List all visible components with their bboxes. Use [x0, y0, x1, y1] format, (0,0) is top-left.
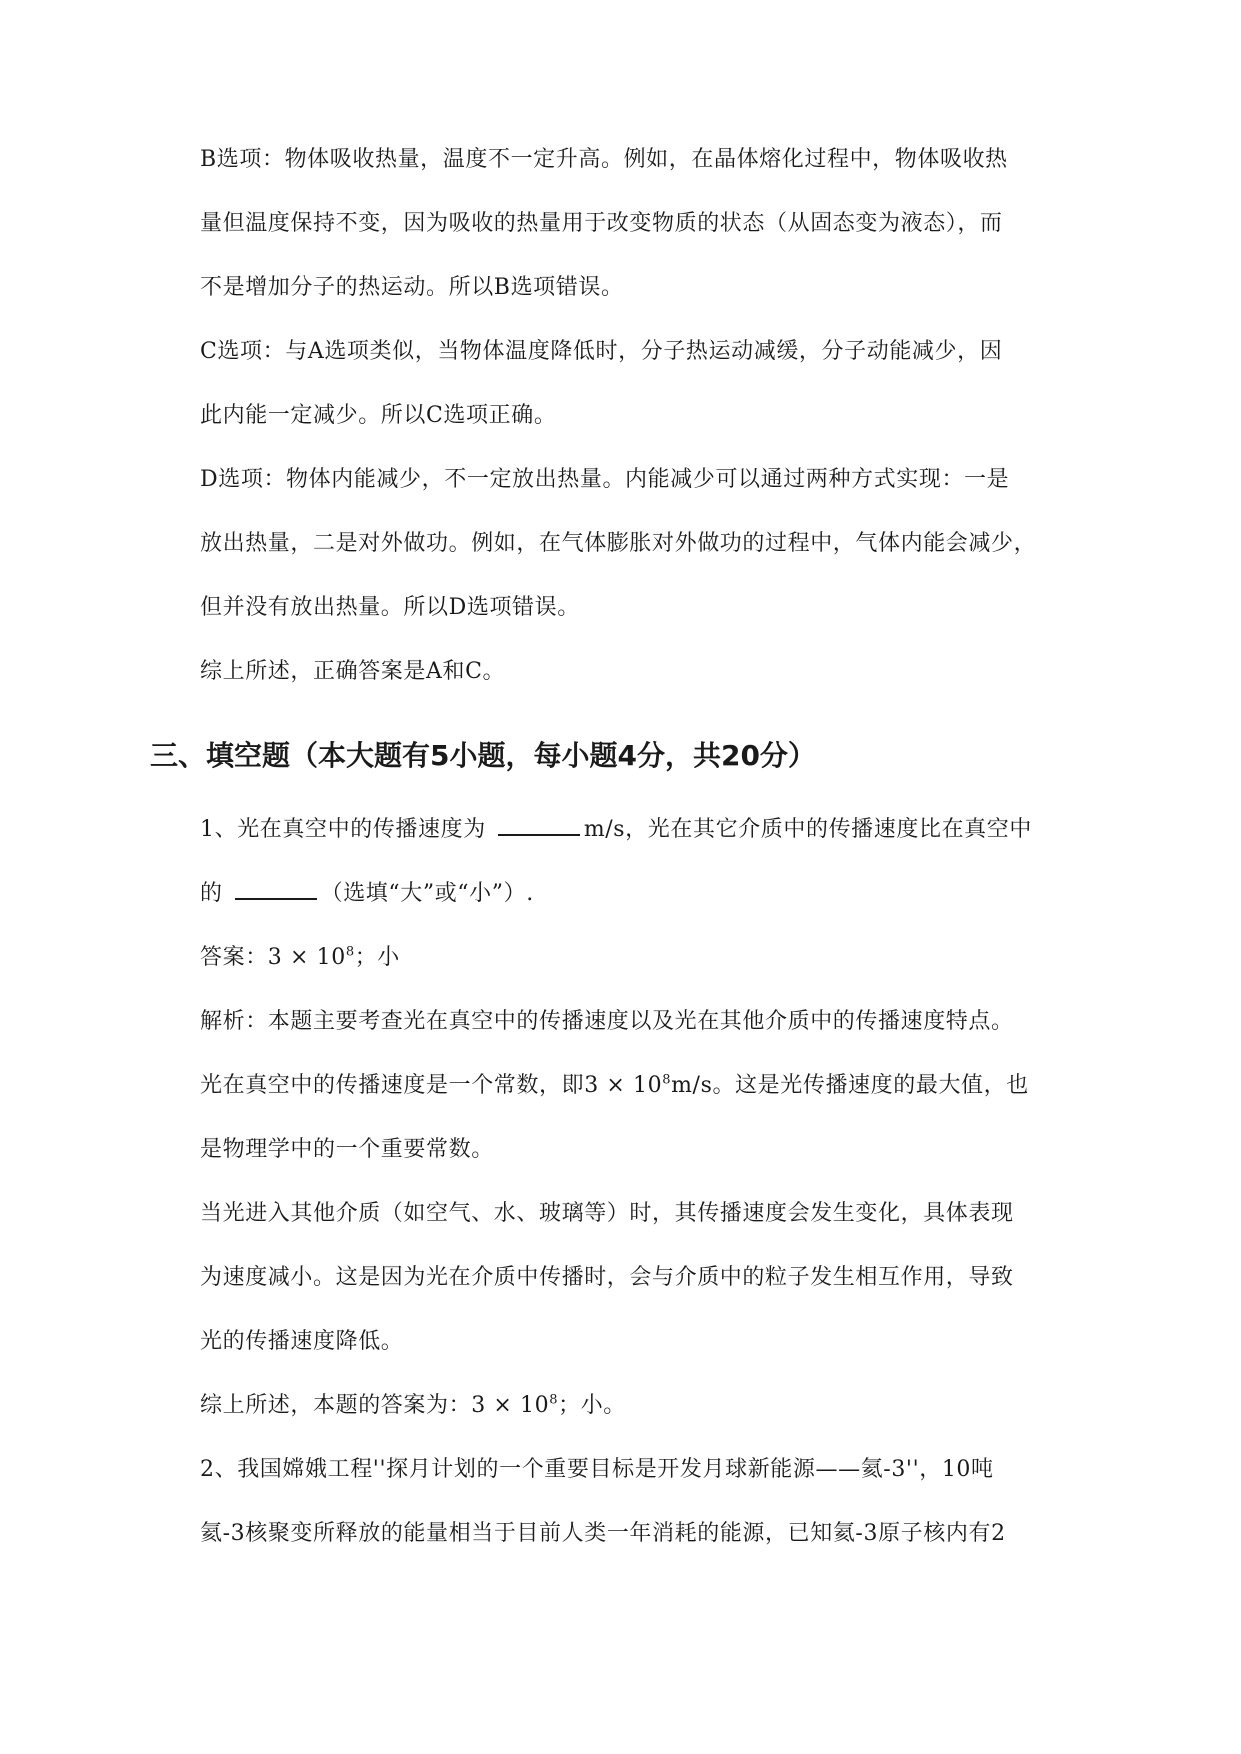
answer-text: 答案：3 × 10 — [200, 945, 346, 970]
text-line-c-option-2: 此内能一定减少。所以C选项正确。 — [200, 403, 557, 428]
text-line-c-option-1: C选项：与A选项类似，当物体温度降低时，分子热运动减缓，分子动能减少，因 — [200, 339, 1003, 364]
question-1-text-c: 的 — [200, 881, 223, 906]
summary-text-a: 综上所述，本题的答案为：3 × 10 — [200, 1393, 550, 1418]
analysis-line-5: 为速度减小。这是因为光在介质中传播时，会与介质中的粒子发生相互作用，导致 — [200, 1265, 1014, 1290]
analysis-text-b: m/s。这是光传播速度的最大值，也 — [671, 1073, 1029, 1098]
analysis-line-1: 解析：本题主要考查光在真空中的传播速度以及光在其他介质中的传播速度特点。 — [200, 1009, 1014, 1034]
text-line-d-option-2: 放出热量，二是对外做功。例如，在气体膨胀对外做功的过程中，气体内能会减少， — [200, 531, 1037, 556]
question-1-text-b: m/s，光在其它介质中的传播速度比在真空中 — [583, 817, 1032, 842]
text-line-b-option-2: 量但温度保持不变，因为吸收的热量用于改变物质的状态（从固态变为液态），而 — [200, 211, 1003, 236]
text-line-b-option-1: B选项：物体吸收热量，温度不一定升高。例如，在晶体熔化过程中，物体吸收热 — [200, 147, 1008, 172]
summary-exponent: 8 — [549, 1392, 559, 1408]
question-2-line-1: 2、我国嫦娥工程''探月计划的一个重要目标是开发月球新能源——氦-3''，10吨 — [200, 1457, 994, 1482]
text-line-b-option-3: 不是增加分子的热运动。所以B选项错误。 — [200, 275, 624, 300]
answer-exponent: 8 — [345, 944, 355, 960]
section-heading: 三、填空题（本大题有5小题，每小题4分，共20分） — [150, 739, 816, 772]
question-1-text-a: 1、光在真空中的传播速度为 — [200, 817, 486, 842]
summary-line — [200, 1388, 626, 1419]
analysis-line-6: 光的传播速度降低。 — [200, 1329, 404, 1354]
analysis-line-3: 是物理学中的一个重要常数。 — [200, 1137, 494, 1162]
question-1-answer — [200, 940, 400, 971]
analysis-line-2 — [200, 1068, 1029, 1099]
text-line-d-option-3: 但并没有放出热量。所以D选项错误。 — [200, 595, 580, 620]
question-2-line-2: 氦-3核聚变所释放的能量相当于目前人类一年消耗的能源，已知氦-3原子核内有2 — [200, 1521, 1006, 1546]
analysis-exponent: 8 — [662, 1072, 672, 1088]
answer-blank-2 — [235, 876, 317, 900]
analysis-line-4: 当光进入其他介质（如空气、水、玻璃等）时，其传播速度会发生变化，具体表现 — [200, 1201, 1014, 1226]
analysis-text-a: 光在真空中的传播速度是一个常数，即3 × 10 — [200, 1073, 663, 1098]
text-line-d-option-1: D选项：物体内能减少，不一定放出热量。内能减少可以通过两种方式实现：一是 — [200, 467, 1010, 492]
question-1-line-1 — [200, 812, 1032, 843]
question-1-line-2 — [200, 876, 534, 907]
question-1-text-d: （选填“大”或“小”）. — [320, 881, 534, 906]
summary-text-b: ；小。 — [558, 1393, 626, 1418]
text-line-conclusion: 综上所述，正确答案是A和C。 — [200, 659, 506, 684]
answer-text-end: ；小 — [354, 945, 400, 970]
answer-blank-1 — [498, 812, 580, 836]
